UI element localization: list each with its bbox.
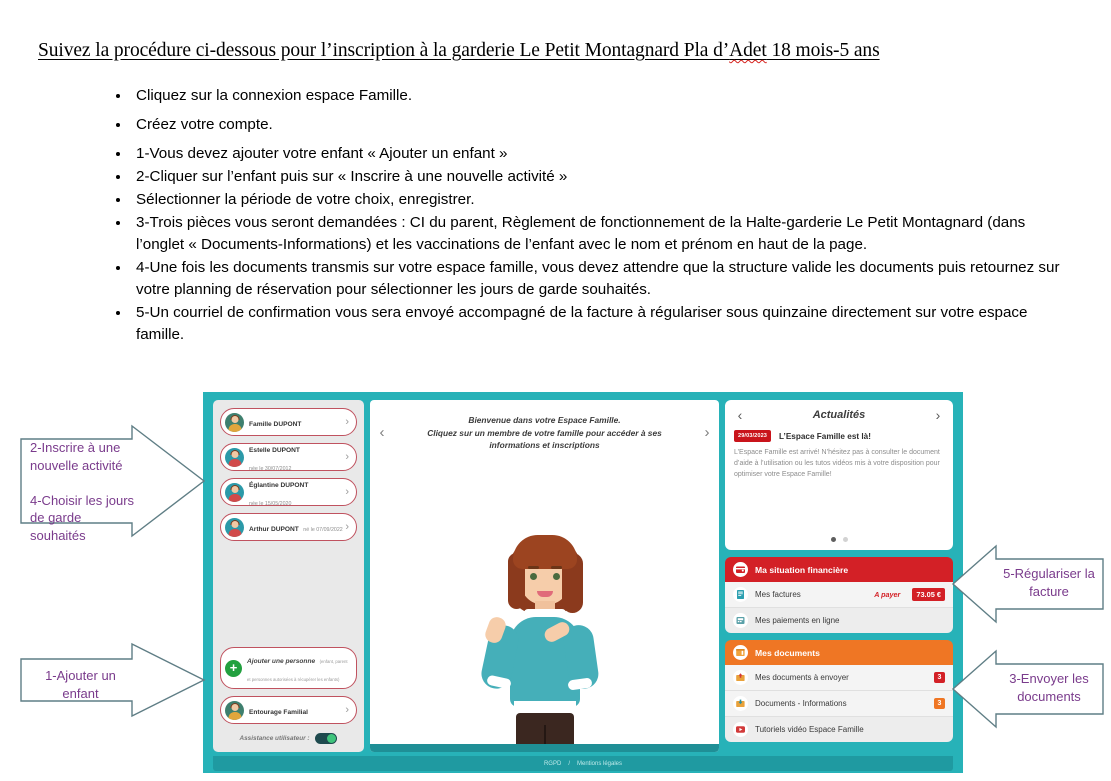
callout-line: nouvelle activité [30, 457, 123, 473]
callout-line: 2-Inscrire à une [30, 440, 121, 455]
documents-informations-label: Documents - Informations [755, 699, 847, 708]
page-title-misspelled-word: Adet [729, 40, 767, 61]
footer-separator: / [568, 760, 570, 767]
callout-right-top-text [998, 565, 1100, 600]
callout-right-bottom-text [998, 670, 1100, 705]
entourage-text [249, 701, 345, 719]
add-person-text [247, 650, 352, 686]
situation-financiere-panel [725, 557, 953, 633]
center-panel-footer-bar [370, 744, 719, 752]
page-title-part-1: Suivez la procédure ci-dessous pour l’inscription à la garderie Le Petit Montagnard Pla d’ [38, 40, 730, 61]
welcome-illustration [370, 452, 719, 744]
callout-line: facture [1029, 583, 1069, 599]
welcome-line-1: Bienvenue dans votre Espace Famille. [468, 415, 621, 425]
child-avatar-icon [225, 483, 244, 502]
member-name: Estelle DUPONT [249, 447, 300, 454]
chevron-right-icon: › [345, 703, 349, 716]
news-item-header [734, 430, 944, 442]
invoice-icon [733, 587, 748, 602]
callout-left-bottom [20, 643, 205, 717]
video-play-icon [733, 722, 748, 737]
member-text [249, 518, 345, 536]
mes-documents-header [725, 640, 953, 665]
page-title [38, 40, 1038, 62]
entourage-familial-button[interactable] [220, 696, 357, 724]
member-card-famille-dupont[interactable] [220, 408, 357, 436]
callout-right-top [952, 545, 1104, 623]
callout-left-top-text [30, 439, 135, 544]
callout-line: 4-Choisir les jours [30, 492, 135, 508]
callout-left-bottom-text: 1-Ajouter un enfant [45, 668, 116, 701]
add-person-button[interactable] [220, 647, 357, 689]
member-birthdate: né le 07/09/2022 [303, 527, 343, 533]
entourage-avatar-icon [225, 701, 244, 720]
list-item: Sélectionner la période de votre choix, enregistrer. [108, 189, 1068, 211]
carousel-prev-icon[interactable]: ‹ [379, 424, 385, 442]
carousel-dot-active[interactable] [831, 537, 836, 542]
callout-right-bottom [952, 650, 1104, 728]
a-payer-label: A payer [874, 590, 901, 599]
news-carousel-dots [725, 537, 953, 542]
news-headline: L’Espace Famille est là! [779, 431, 871, 441]
callout-line: de garde souhaités [30, 510, 86, 543]
member-card-arthur-dupont[interactable] [220, 513, 357, 541]
chevron-right-icon: › [345, 520, 349, 533]
callout-line: 5-Régulariser la [1003, 566, 1095, 581]
member-birthdate: née le 15/05/2020 [249, 501, 292, 507]
child-avatar-icon [225, 518, 244, 537]
list-item: 4-Une fois les documents transmis sur votre espace famille, vous devez attendre que la structure valide les documents puis retournez sur votre planning de réservation pour sélectionner les jours de garde souhaités. [108, 257, 1068, 301]
member-text [249, 413, 345, 431]
list-item: 1-Vous devez ajouter votre enfant « Ajouter un enfant » [108, 143, 1068, 165]
documents-a-envoyer-row[interactable] [725, 665, 953, 691]
wallet-icon [733, 562, 748, 577]
member-card-eglantine-dupont[interactable] [220, 478, 357, 506]
list-item: 5-Un courriel de confirmation vous sera envoyé accompagné de la facture à régulariser sous quinzaine directement sur votre espace famille. [108, 302, 1068, 346]
documents-info-count-badge: 3 [934, 698, 945, 709]
assistance-toggle[interactable] [315, 733, 337, 744]
entourage-label: Entourage Familial [249, 709, 308, 716]
welcome-message [390, 414, 699, 452]
mes-factures-label: Mes factures [755, 590, 801, 599]
situation-financiere-header [725, 557, 953, 582]
news-prev-icon[interactable]: ‹ [737, 407, 743, 423]
carousel-dot[interactable] [843, 537, 848, 542]
news-body-text: L’Espace Famille est arrivé! N’hésitez pas à consulter le document d’aide à l’utilisation ou les tutos vidéos mis à votre disposition pour optimiser votre Espace Famille! [734, 449, 940, 478]
callout-left-top [20, 425, 205, 543]
member-name: Famille DUPONT [249, 421, 302, 428]
tutoriels-video-row[interactable] [725, 717, 953, 742]
right-panels-column [725, 400, 953, 752]
actualites-title: Actualités [812, 409, 866, 421]
page-title-part-2: 18 mois-5 ans [766, 40, 880, 61]
news-date-badge: 29/03/2023 [734, 430, 771, 442]
news-next-icon[interactable]: › [935, 407, 941, 423]
tutoriels-video-label: Tutoriels vidéo Espace Famille [755, 725, 864, 734]
add-person-label: Ajouter une personne [247, 658, 316, 665]
callout-line: documents [1017, 688, 1081, 704]
assistance-label: Assistance utilisateur : [239, 735, 310, 742]
espace-famille-app-screenshot [203, 392, 963, 773]
mentions-legales-link[interactable]: Mentions légales [576, 760, 623, 767]
welcome-line-2: Cliquez sur un membre de votre famille pour accéder à ses [427, 427, 662, 438]
member-name: Arthur DUPONT [249, 526, 299, 533]
member-text [249, 474, 345, 510]
app-content-area [213, 400, 953, 752]
member-birthdate: née le 30/07/2012 [249, 466, 292, 472]
woman-illustration-icon [470, 529, 620, 744]
plus-icon: + [225, 660, 242, 677]
documents-a-envoyer-label: Mes documents à envoyer [755, 673, 849, 682]
app-footer [213, 756, 953, 771]
documents-to-send-count-badge: 3 [934, 672, 945, 683]
situation-financiere-title: Ma situation financière [755, 564, 849, 575]
actualites-card [725, 400, 953, 550]
callout-line: 3-Envoyer les [1009, 671, 1089, 686]
documents-informations-row[interactable] [725, 691, 953, 717]
member-card-estelle-dupont[interactable] [220, 443, 357, 471]
chevron-right-icon: › [345, 415, 349, 428]
amount-due-badge: 73.05 € [912, 588, 945, 601]
actualites-header [734, 408, 944, 422]
download-document-icon [733, 696, 748, 711]
online-payment-icon [733, 613, 748, 628]
upload-document-icon [733, 670, 748, 685]
folder-icon [733, 645, 748, 660]
member-name: Églantine DUPONT [249, 482, 309, 489]
family-members-sidebar [213, 400, 364, 752]
welcome-line-3: informations et inscriptions [489, 440, 600, 451]
mes-documents-title: Mes documents [755, 647, 820, 658]
list-item: Créez votre compte. [108, 114, 1068, 136]
assistance-toggle-row [220, 731, 357, 748]
chevron-right-icon: › [345, 485, 349, 498]
list-item: 2-Cliquer sur l’enfant puis sur « Inscrire à une nouvelle activité » [108, 166, 1068, 188]
mes-paiements-label: Mes paiements en ligne [755, 616, 840, 625]
mes-documents-panel [725, 640, 953, 742]
mes-paiements-row[interactable] [725, 608, 953, 633]
mes-factures-row[interactable] [725, 582, 953, 608]
list-item: 3-Trois pièces vous seront demandées : CI du parent, Règlement de fonctionnement de la Halte-garderie Le Petit Montagnard (dans l’onglet « Documents-Informations) et les vaccinations de l’enfant avec le nom et prénom en haut de la page. [108, 212, 1068, 256]
child-avatar-icon [225, 448, 244, 467]
member-text [249, 439, 345, 475]
rgpd-link[interactable]: RGPD [543, 760, 562, 767]
welcome-row [370, 400, 719, 452]
welcome-panel [370, 400, 719, 752]
family-avatar-icon [225, 413, 244, 432]
add-person-description: (enfant, parent et personnes autorisées à récupérer les enfants) [247, 659, 348, 682]
chevron-right-icon: › [345, 450, 349, 463]
procedure-step-list [108, 85, 1068, 347]
sidebar-spacer [220, 548, 357, 647]
list-item: Cliquez sur la connexion espace Famille. [108, 85, 1068, 107]
carousel-next-icon[interactable]: › [704, 424, 710, 442]
